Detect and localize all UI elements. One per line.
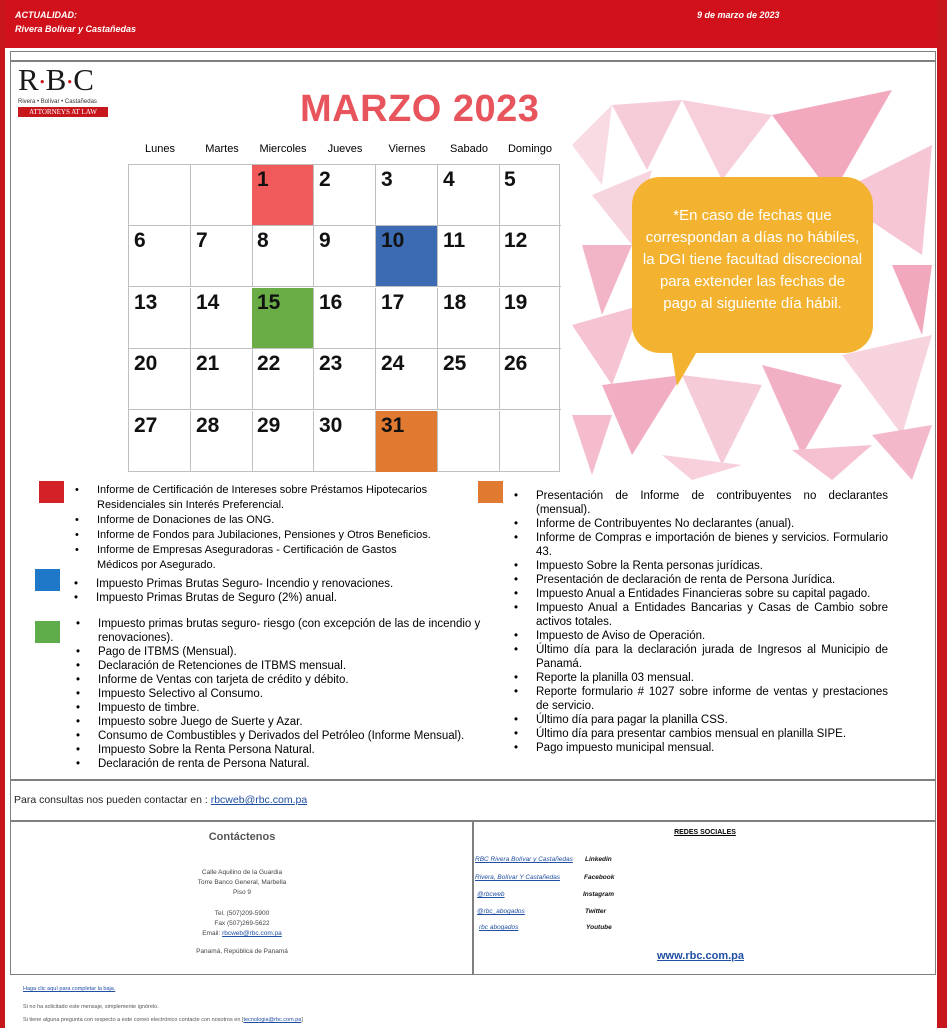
footer-email-label: Email:: [202, 930, 221, 937]
calendar-day-cell: [376, 226, 438, 287]
contact-prompt: Para consultas nos pueden contactar en :: [14, 794, 208, 806]
calendar-day-cell: [499, 411, 561, 472]
day-number: 18: [443, 291, 467, 314]
calendar-day-cell: [499, 226, 561, 287]
logo-tagline: ATTORNEYS AT LAW: [18, 107, 108, 117]
list-item: • Informe de Certificación de Intereses sobre Préstamos Hipotecarios Residenciales sin Interés Preferencial.: [75, 483, 440, 513]
linkedin-link[interactable]: RBC Rivera Bolívar y Castañedas: [475, 856, 573, 863]
weekday-header: Viernes: [388, 143, 426, 155]
address-line-1: Calle Aquilino de la Guardia: [201, 869, 283, 876]
calendar-day-cell: [314, 226, 376, 287]
calendar-day-cell: [191, 349, 253, 410]
calendar-day-cell: [376, 165, 438, 226]
calendar-day-cell: [438, 349, 500, 410]
legend-blue-swatch: [35, 569, 60, 591]
calendar-day-cell: [438, 226, 500, 287]
calendar-day-cell: [191, 411, 253, 472]
day-number: 2: [319, 168, 331, 191]
calendar-day-cell: [314, 165, 376, 226]
weekday-header: Lunes: [145, 143, 175, 155]
rbc-logo: [18, 62, 110, 117]
day-number: 20: [134, 352, 158, 375]
twitter-label: Twitter: [585, 908, 607, 915]
legend-green-list: [76, 617, 486, 771]
list-item: • Pago de ITBMS (Mensual).: [76, 645, 486, 659]
calendar-day-cell: [191, 165, 253, 226]
facebook-link[interactable]: Rivera, Bolívar Y Castañedas: [475, 874, 561, 881]
calendar-day-cell: [314, 349, 376, 410]
list-item: • Último día para la declaración jurada de Ingresos al Municipio de Panamá.: [514, 643, 888, 671]
list-item: • Informe de Fondos para Jubilaciones, Pensiones y Otros Beneficios.: [75, 528, 440, 543]
calendar-day-cell: [438, 165, 500, 226]
address-line-3: Piso 9: [232, 889, 252, 896]
day-number: 25: [443, 352, 467, 375]
calendar-title: MARZO 2023: [300, 88, 540, 130]
calendar-day-cell: [499, 349, 561, 410]
right-frame-border: [937, 0, 947, 1028]
linkedin-label: Linkedin: [585, 856, 612, 863]
legend-orange-swatch: [478, 481, 503, 503]
day-number: 24: [381, 352, 405, 375]
calendar-day-cell: [499, 165, 561, 226]
calendar-day-cell: [314, 411, 376, 472]
calendar-day-cell: [252, 288, 314, 349]
calendar-day-cell: [252, 349, 314, 410]
calendar-day-cell: [129, 349, 191, 410]
question-note: Si tiene alguna pregunta con respecto a este correo electrónico contacte con nosotros en: [23, 1017, 241, 1023]
day-number: 26: [504, 352, 528, 375]
footer-email-line: [12, 930, 472, 937]
logo-names: Rivera • Bolívar • Castañedas: [18, 99, 97, 106]
calendar-day-cell: [252, 165, 314, 226]
weekday-header: Domingo: [507, 143, 553, 155]
question-note-line: Si tiene alguna pregunta con respecto a este correo electrónico contacte con nosotros en [tecnologia@rbc.com.pa]: [23, 1017, 303, 1023]
legend-red-swatch: [39, 481, 64, 503]
list-item: • Impuesto Selectivo al Consumo.: [76, 687, 486, 701]
unsubscribe-link[interactable]: Haga clic aquí para completar la baja.: [23, 986, 116, 992]
instagram-link[interactable]: @rbcweb: [477, 891, 505, 898]
calendar-day-cell: [376, 411, 438, 472]
calendar-day-cell: [376, 349, 438, 410]
calendar-day-cell: [314, 288, 376, 349]
day-number: 14: [196, 291, 220, 314]
footer-city: Panamá, República de Panamá: [196, 948, 288, 955]
day-number: 23: [319, 352, 343, 375]
footer-contact-title: Contáctenos: [208, 831, 276, 843]
legend-red-list: [75, 483, 440, 573]
footer-email-link[interactable]: rbcweb@rbc.com.pa: [222, 930, 282, 937]
logo-letters: R•B•C: [18, 62, 95, 97]
day-number: 5: [504, 168, 516, 191]
day-number: 17: [381, 291, 405, 314]
calendar-day-cell: [438, 288, 500, 349]
day-number: 9: [319, 229, 331, 252]
list-item: • Reporte formulario # 1027 sobre informe de ventas y prestaciones de servicio.: [514, 685, 888, 713]
day-number: 12: [504, 229, 528, 252]
website-link[interactable]: www.rbc.com.pa: [657, 950, 745, 962]
weekday-header: Sabado: [450, 143, 488, 155]
day-number: 4: [443, 168, 455, 191]
banner-subtitle: Rivera Bolívar y Castañedas: [15, 24, 137, 34]
day-number: 7: [196, 229, 208, 252]
day-number: 10: [381, 229, 405, 252]
day-number: 13: [134, 291, 158, 314]
day-number: 19: [504, 291, 528, 314]
weekday-header: Martes: [205, 143, 239, 155]
note-text: *En caso de fechas que correspondan a días no hábiles, la DGI tiene facultad discrecional para extender las fechas de pago al siguiente día hábil.: [642, 207, 863, 312]
day-number: 22: [257, 352, 281, 375]
calendar-day-cell: [129, 411, 191, 472]
banner-date: 9 de marzo de 2023: [697, 10, 780, 20]
weekday-header: Miercoles: [259, 143, 307, 155]
calendar-day-cell: [252, 226, 314, 287]
day-number: 21: [196, 352, 220, 375]
list-item: • Informe de Compras e importación de bienes y servicios. Formulario 43.: [514, 531, 888, 559]
twitter-link[interactable]: @rbc_abogados: [477, 908, 525, 915]
list-item: • Pago impuesto municipal mensual.: [514, 741, 888, 755]
calendar-day-cell: [252, 411, 314, 472]
list-item: • Impuesto sobre Juego de Suerte y Azar.: [76, 715, 486, 729]
instagram-label: Instagram: [583, 891, 615, 898]
list-item: • Impuesto Primas Brutas Seguro- Incendio y renovaciones.: [74, 577, 444, 591]
list-item: • Impuesto Sobre la Renta personas jurídicas.: [514, 559, 888, 573]
calendar-day-cell: [191, 288, 253, 349]
day-number: 8: [257, 229, 269, 252]
banner-label: ACTUALIDAD:: [15, 10, 77, 20]
tech-email-link[interactable]: tecnologia@rbc.com.pa: [243, 1017, 302, 1023]
day-number: 27: [134, 414, 158, 437]
list-item: • Informe de Contribuyentes No declarantes (anual).: [514, 517, 888, 531]
top-banner: [5, 0, 937, 48]
list-item: • Informe de Donaciones de las ONG.: [75, 513, 440, 528]
list-item: • Consumo de Combustibles y Derivados del Petróleo (Informe Mensual).: [76, 729, 486, 743]
contact-line: [14, 794, 307, 806]
facebook-label: Facebook: [584, 874, 615, 881]
list-item: • Último día para presentar cambios mensual en planilla SIPE.: [514, 727, 888, 741]
left-frame-border: [0, 0, 5, 1028]
list-item: • Declaración de renta de Persona Natural.: [76, 757, 486, 771]
phone-number: Tel. (507)209-5900: [214, 910, 270, 917]
calendar-day-cell: [129, 288, 191, 349]
list-item: • Informe de Empresas Aseguradoras - Certificación de Gastos Médicos por Asegurado.: [75, 543, 440, 573]
calendar-grid: [128, 164, 560, 472]
spacer-box: [10, 51, 936, 61]
day-number: 30: [319, 414, 343, 437]
day-number: 6: [134, 229, 146, 252]
day-number: 28: [196, 414, 220, 437]
list-item: • Impuesto Anual a Entidades Financieras sobre su capital pagado.: [514, 587, 888, 601]
list-item: • Impuesto Anual a Entidades Bancarias y Casas de Cambio sobre activos totales.: [514, 601, 888, 629]
list-item: • Informe de Ventas con tarjeta de crédito y débito.: [76, 673, 486, 687]
list-item: • Impuesto de timbre.: [76, 701, 486, 715]
day-number: 1: [257, 168, 269, 191]
list-item: • Presentación de declaración de renta de Persona Jurídica.: [514, 573, 888, 587]
ignore-note: Si no ha solicitado este mensaje, simplemente ignórelo.: [23, 1004, 159, 1010]
youtube-link[interactable]: rbc abogados: [479, 924, 519, 931]
day-number: 11: [443, 229, 466, 252]
calendar-day-cell: [499, 288, 561, 349]
calendar-day-cell: [129, 226, 191, 287]
youtube-label: Youtube: [586, 924, 612, 931]
contact-email-link[interactable]: rbcweb@rbc.com.pa: [210, 794, 308, 806]
note-bubble: [632, 177, 873, 353]
calendar-day-cell: [191, 226, 253, 287]
calendar-day-cell: [376, 288, 438, 349]
list-item: • Impuesto primas brutas seguro- riesgo (con excepción de las de incendio y renovaciones).: [76, 617, 486, 645]
legend-orange-list: [514, 489, 888, 755]
day-number: 31: [381, 414, 405, 437]
list-item: • Impuesto Sobre la Renta Persona Natural.: [76, 743, 486, 757]
unsubscribe-line: [23, 986, 115, 992]
weekday-header: Jueves: [327, 143, 363, 155]
list-item: • Declaración de Retenciones de ITBMS mensual.: [76, 659, 486, 673]
list-item: • Reporte la planilla 03 mensual.: [514, 671, 888, 685]
social-title: REDES SOCIALES: [674, 829, 736, 836]
legend-green-swatch: [35, 621, 60, 643]
day-number: 15: [257, 291, 281, 314]
day-number: 29: [257, 414, 281, 437]
day-number: 3: [381, 168, 393, 191]
list-item: • Último día para pagar la planilla CSS.: [514, 713, 888, 727]
list-item: • Impuesto de Aviso de Operación.: [514, 629, 888, 643]
list-item: • Impuesto Primas Brutas de Seguro (2%) anual.: [74, 591, 444, 605]
legend-blue-list: [74, 577, 444, 605]
day-number: 16: [319, 291, 343, 314]
calendar-day-cell: [438, 411, 500, 472]
address-line-2: Torre Banco General, Marbella: [197, 879, 287, 886]
list-item: • Presentación de Informe de contribuyentes no declarantes (mensual).: [514, 489, 888, 517]
fax-number: Fax (507)269-5622: [214, 920, 270, 927]
calendar-day-cell: [129, 165, 191, 226]
